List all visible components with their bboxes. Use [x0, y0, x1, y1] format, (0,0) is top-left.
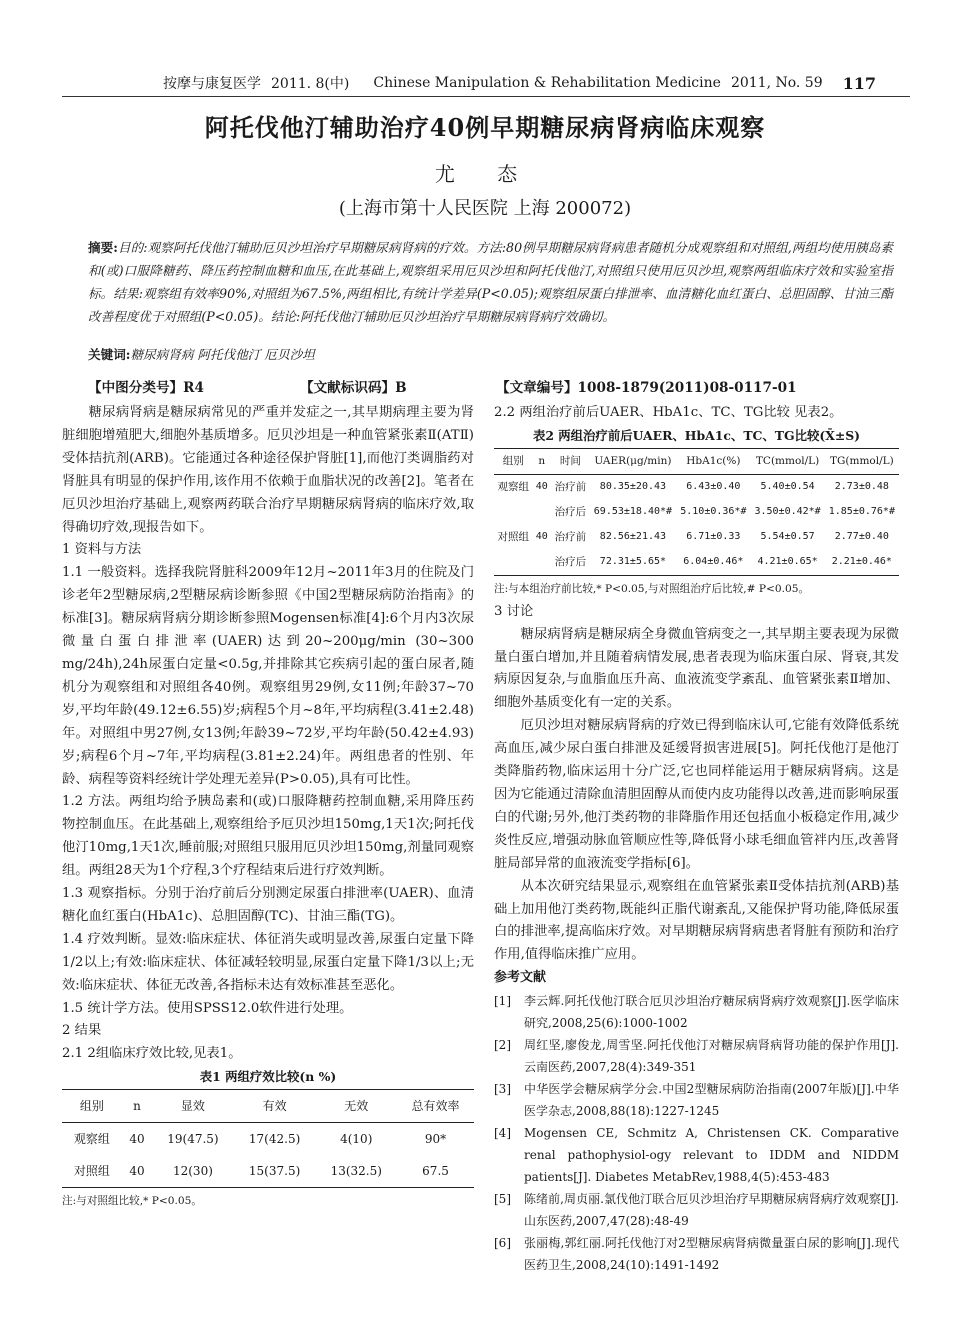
table-cell — [494, 550, 533, 576]
table-cell — [533, 500, 552, 525]
table-header-row — [494, 448, 899, 474]
table-cell: 40 — [535, 530, 548, 542]
table-cell: 观察组 — [497, 480, 530, 493]
table-header: HbA1c(%) — [676, 448, 750, 474]
reference-item — [494, 1122, 899, 1188]
reference-text: 陈绪前,周贞丽.氯伐他汀联合厄贝沙坦治疗早期糖尿病肾病疗效观察[J].山东医药,2007,47(28):48-49 — [524, 1192, 899, 1229]
table-cell: 69.53±18.40*# — [593, 505, 673, 517]
table-cell: 6.43±0.40 — [686, 480, 741, 492]
table-header: n — [533, 448, 552, 474]
table2 — [494, 448, 899, 576]
table-cell: 15(37.5) — [234, 1155, 316, 1188]
table-row — [494, 525, 899, 550]
table-cell — [533, 550, 552, 576]
table-header: 组别 — [62, 1090, 122, 1123]
discussion-paragraph: 厄贝沙坦对糖尿病肾病的疗效已得到临床认可,它能有效降低系统高血压,减少尿白蛋白排泄及延缓肾损害进展[5]。阿托伐他汀是他汀类降脂药物,临床运用十分广泛,它也同样能运用于糖尿病肾病。这是因为它能通过清除血清胆固醇从而使内皮功能得以改善,进而影响尿蛋白的代谢;另外,他汀类药物的非降脂作用还包括血小板稳定作用,减少炎性反应,增强动脉血管顺应性等,降低肾小球毛细血管袢内压,改善肾脏局部异常的血液流变学指标[6]。 — [494, 718, 899, 871]
table-cell: 40 — [129, 1131, 145, 1146]
table-cell: 6.04±0.46* — [676, 550, 750, 576]
table-cell: 72.31±5.65* — [590, 550, 677, 576]
discussion-paragraph: 糖尿病肾病是糖尿病全身微血管病变之一,其早期主要表现为尿微量白蛋白增加,并且随着病情发展,患者表现为临床蛋白尿、肾衰,其发病原因复杂,与血脂血压升高、血液流变学紊乱、血管紧张素Ⅱ增加、细胞外基质变化有一定的关系。 — [494, 626, 899, 711]
table-cell: 5.54±0.57 — [760, 530, 815, 542]
table-cell: 治疗前 — [554, 480, 587, 493]
table-header: 总有效率 — [397, 1090, 474, 1123]
journal-name-en: Chinese Manipulation & Rehabilitation Medicine — [373, 75, 721, 91]
section-2-2: 2.2 两组治疗前后UAER、HbA1c、TC、TG比较 见表2。 — [494, 405, 843, 420]
table1-note: 注:与对照组比较,* P<0.05。 — [62, 1195, 202, 1208]
table2-note: 注:与本组治疗前比较,* P<0.05,与对照组治疗后比较,# P<0.05。 — [494, 582, 810, 595]
table-cell: 5.10±0.36*# — [680, 505, 747, 517]
table-cell: 对照组 — [62, 1155, 122, 1188]
table-cell: 4.21±0.65* — [750, 550, 824, 576]
section-1-3: 1.3 观察指标。分别于治疗前后分别测定尿蛋白排泄率(UAER)、血清糖化血红蛋白(HbA1c)、总胆固醇(TC)、甘油三酯(TG)。 — [62, 886, 474, 924]
keywords-text: 糖尿病肾病 阿托伐他汀 厄贝沙坦 — [130, 347, 315, 362]
table-cell: 67.5 — [397, 1155, 474, 1188]
table-header: 时间 — [551, 448, 590, 474]
table2-caption: 表2 两组治疗前后UAER、HbA1c、TC、TG比较(X̄±S) — [532, 427, 861, 443]
header-rule — [62, 96, 910, 97]
table-header-row — [62, 1090, 474, 1123]
table1 — [62, 1089, 474, 1188]
table-cell: 5.40±0.54 — [760, 480, 815, 492]
right-column — [494, 402, 899, 1276]
discussion-paragraph: 从本次研究结果显示,观察组在血管紧张素Ⅱ受体拮抗剂(ARB)基础上加用他汀类药物,既能纠正脂代谢紊乱,又能保护肾功能,降低尿蛋白的排泄率,提高临床疗效。对早期糖尿病肾病患者肾脏有预防和治疗作用,值得临床推广应用。 — [494, 878, 899, 963]
left-column — [62, 402, 474, 1213]
article-title: 阿托伐他汀辅助治疗40例早期糖尿病肾病临床观察 — [204, 113, 766, 142]
table-cell: 13(32.5) — [315, 1155, 397, 1188]
abstract-text: 目的:观察阿托伐他汀辅助厄贝沙坦治疗早期糖尿病肾病的疗效。方法:80例早期糖尿病肾病患者随机分成观察组和对照组,两组均使用胰岛素和(或)口服降糖药、降压药控制血糖和血压,在此基础上,观察组采用厄贝沙坦和阿托伐他汀,对照组只使用厄贝沙坦,观察两组临床疗效和实验室指标。结果:观察组有效率90%,对照组为67.5%,两组相比,有统计学差异(P<0.05);观察组尿蛋白排泄率、血清糖化血红蛋白、总胆固醇、甘油三酯改善程度优于对照组(P<0.05)。结论:阿托伐他汀辅助厄贝沙坦治疗早期糖尿病肾病疗效确切。 — [88, 240, 893, 324]
table-cell: 90* — [424, 1131, 447, 1146]
table-cell: 治疗前 — [554, 530, 587, 543]
document-code: 【文献标识码】B — [300, 380, 407, 396]
table-cell: 12(30) — [152, 1155, 234, 1188]
table-cell: 17(42.5) — [248, 1131, 301, 1146]
table-header: TG(mmol/L) — [825, 448, 899, 474]
table-header: 显效 — [152, 1090, 234, 1123]
intro-paragraph: 糖尿病肾病是糖尿病常见的严重并发症之一,其早期病理主要为肾脏细胞增殖肥大,细胞外基质增多。厄贝沙坦是一种血管紧张素Ⅱ(ATⅡ)受体拮抗剂(ARB)。它能通过各种途径保护肾脏[1],而他汀类调脂药对肾脏具有明显的保护作用,该作用不依赖于血脂状况的改善[2]。笔者在厄贝沙坦治疗基础上,观察两药联合治疗早期糖尿病肾病的临床疗效,取得确切疗效,现报告如下。 — [62, 405, 474, 535]
reference-text: Mogensen CE, Schmitz A, Christensen CK. Comparative renal pathophysiol-ogy relevant to IDDM and NIDDM patients[J]. Diabetes MetabRev,1988,4(5):453-483 — [524, 1126, 899, 1185]
classification-row — [88, 376, 893, 398]
section-heading: 1 资料与方法 — [62, 542, 142, 558]
table-cell — [494, 500, 533, 525]
table-header: 组别 — [494, 448, 533, 474]
section-1-4: 1.4 疗效判断。显效:临床症状、体征消失或明显改善,尿蛋白定量下降1/2以上;有效:临床症状、体征减轻较明显,尿蛋白定量下降1/3以上;无效:临床症状、体征无改善,各指标未达有效标准甚至恶化。 — [62, 931, 474, 993]
abstract — [88, 236, 893, 328]
table-cell: 4(10) — [340, 1131, 373, 1146]
journal-name-cn: 按摩与康复医学 — [163, 76, 261, 92]
table-cell: 2.77±0.40 — [834, 530, 889, 542]
reference-text: 李云辉.阿托伐他汀联合厄贝沙坦治疗糖尿病肾病疗效观察[J].医学临床研究,2008,25(6):1000-1002 — [524, 994, 899, 1031]
section-heading: 3 讨论 — [494, 603, 534, 619]
author: 尤 态 — [434, 162, 536, 186]
abstract-label: 摘要: — [88, 240, 118, 255]
table-cell: 80.35±20.43 — [599, 480, 667, 492]
keywords-label: 关键词: — [88, 347, 131, 362]
reference-item — [494, 990, 899, 1034]
table-header: 有效 — [234, 1090, 316, 1123]
section-1-5: 1.5 统计学方法。使用SPSS12.0软件进行处理。 — [62, 1000, 353, 1016]
reference-item — [494, 1232, 899, 1276]
reference-number: [2] — [494, 1038, 511, 1053]
keywords — [88, 344, 893, 363]
table-row — [494, 550, 899, 576]
table-header: UAER(μg/min) — [590, 448, 677, 474]
reference-number: [5] — [494, 1192, 511, 1207]
reference-item — [494, 1188, 899, 1232]
issue-cn: 2011. 8(中) — [271, 76, 350, 92]
section-1-2: 1.2 方法。两组均给予胰岛素和(或)口服降糖药控制血糖,采用降压药物控制血压。在此基础上,观察组给予厄贝沙坦150mg,1天1次;阿托伐他汀10mg,1天1次,睡前服;对照组只服用厄贝沙坦150mg,剂量同观察组。两组28天为1个疗程,3个疗程结束后进行疗效判断。 — [62, 794, 474, 879]
issue-en: 2011, No. 59 — [730, 75, 823, 91]
table-cell: 3.50±0.42*# — [754, 505, 821, 517]
reference-text: 周红坚,廖俊龙,周雪坚.阿托伐他汀对糖尿病肾病肾功能的保护作用[J].云南医药,2007,28(4):349-351 — [524, 1038, 899, 1075]
section-2-1: 2.1 2组临床疗效比较,见表1。 — [62, 1046, 242, 1062]
clc-number: 【中图分类号】R4 — [88, 380, 204, 396]
table-row — [494, 500, 899, 525]
section-1-1: 1.1 一般资料。选择我院肾脏科2009年12月~2011年3月的住院及门诊老年2型糖尿病,2型糖尿病诊断参照《中国2型糖尿病防治指南》的标准[3]。糖尿病肾病分期诊断参照Mogensen标准[4]:6个月内3次尿微量白蛋白排泄率(UAER)达到20~200μg/min (30~300 mg/24h),24h尿蛋白定量<0.5g,并排除其它疾病引起的蛋白尿者,随机分为观察组和对照组各40例。观察组男29例,女11例;年龄37~70岁,平均年龄(49.12±6.55)岁;病程5个月~8年,平均病程(3.41±2.48)年。对照组中男27例,女13例;年龄39~72岁,平均年龄(50.42±4.93)岁;病程6个月~7年,平均病程(3.81±2.24)年。两组患者的性别、年龄、病程等资料经统计学处理无差异(P>0.05),具有可比性。 — [62, 565, 474, 787]
table-cell: 观察组 — [73, 1131, 110, 1146]
table-cell: 82.56±21.43 — [599, 530, 667, 542]
reference-number: [3] — [494, 1082, 511, 1097]
reference-item — [494, 1034, 899, 1078]
table-row — [62, 1123, 474, 1156]
affiliation: (上海市第十人民医院 上海 200072) — [338, 198, 632, 219]
reference-number: [4] — [494, 1126, 511, 1141]
table-header: 无效 — [315, 1090, 397, 1123]
table-cell: 40 — [535, 480, 548, 492]
table-cell: 1.85±0.76*# — [828, 505, 895, 517]
page-number: 117 — [842, 73, 876, 93]
table-cell: 治疗后 — [554, 505, 587, 518]
section-heading: 2 结果 — [62, 1023, 102, 1039]
article-id: 【文章编号】1008-1879(2011)08-0117-01 — [496, 380, 797, 396]
reference-text: 中华医学会糖尿病学分会.中国2型糖尿病防治指南(2007年版)[J].中华医学杂志,2008,88(18):1227-1245 — [524, 1082, 899, 1119]
table1-caption: 表1 两组疗效比较(n %) — [199, 1069, 337, 1085]
table-cell: 对照组 — [497, 530, 530, 543]
running-head — [115, 72, 890, 94]
table-row — [494, 474, 899, 500]
references-heading: 参考文献 — [494, 970, 547, 986]
table-cell: 19(47.5) — [167, 1131, 219, 1146]
table-header: TC(mmol/L) — [750, 448, 824, 474]
table-cell: 6.71±0.33 — [686, 530, 741, 542]
table-row — [62, 1155, 474, 1188]
reference-number: [6] — [494, 1236, 511, 1251]
table-cell: 治疗后 — [551, 550, 590, 576]
reference-text: 张丽梅,郭红丽.阿托伐他汀对2型糖尿病肾病微量蛋白尿的影响[J].现代医药卫生,2008,24(10):1491-1492 — [524, 1236, 899, 1273]
table-cell: 2.21±0.46* — [825, 550, 899, 576]
table-header: n — [122, 1090, 152, 1123]
table-cell: 40 — [122, 1155, 152, 1188]
reference-item — [494, 1078, 899, 1122]
table-cell: 2.73±0.48 — [834, 480, 889, 492]
reference-number: [1] — [494, 994, 511, 1009]
